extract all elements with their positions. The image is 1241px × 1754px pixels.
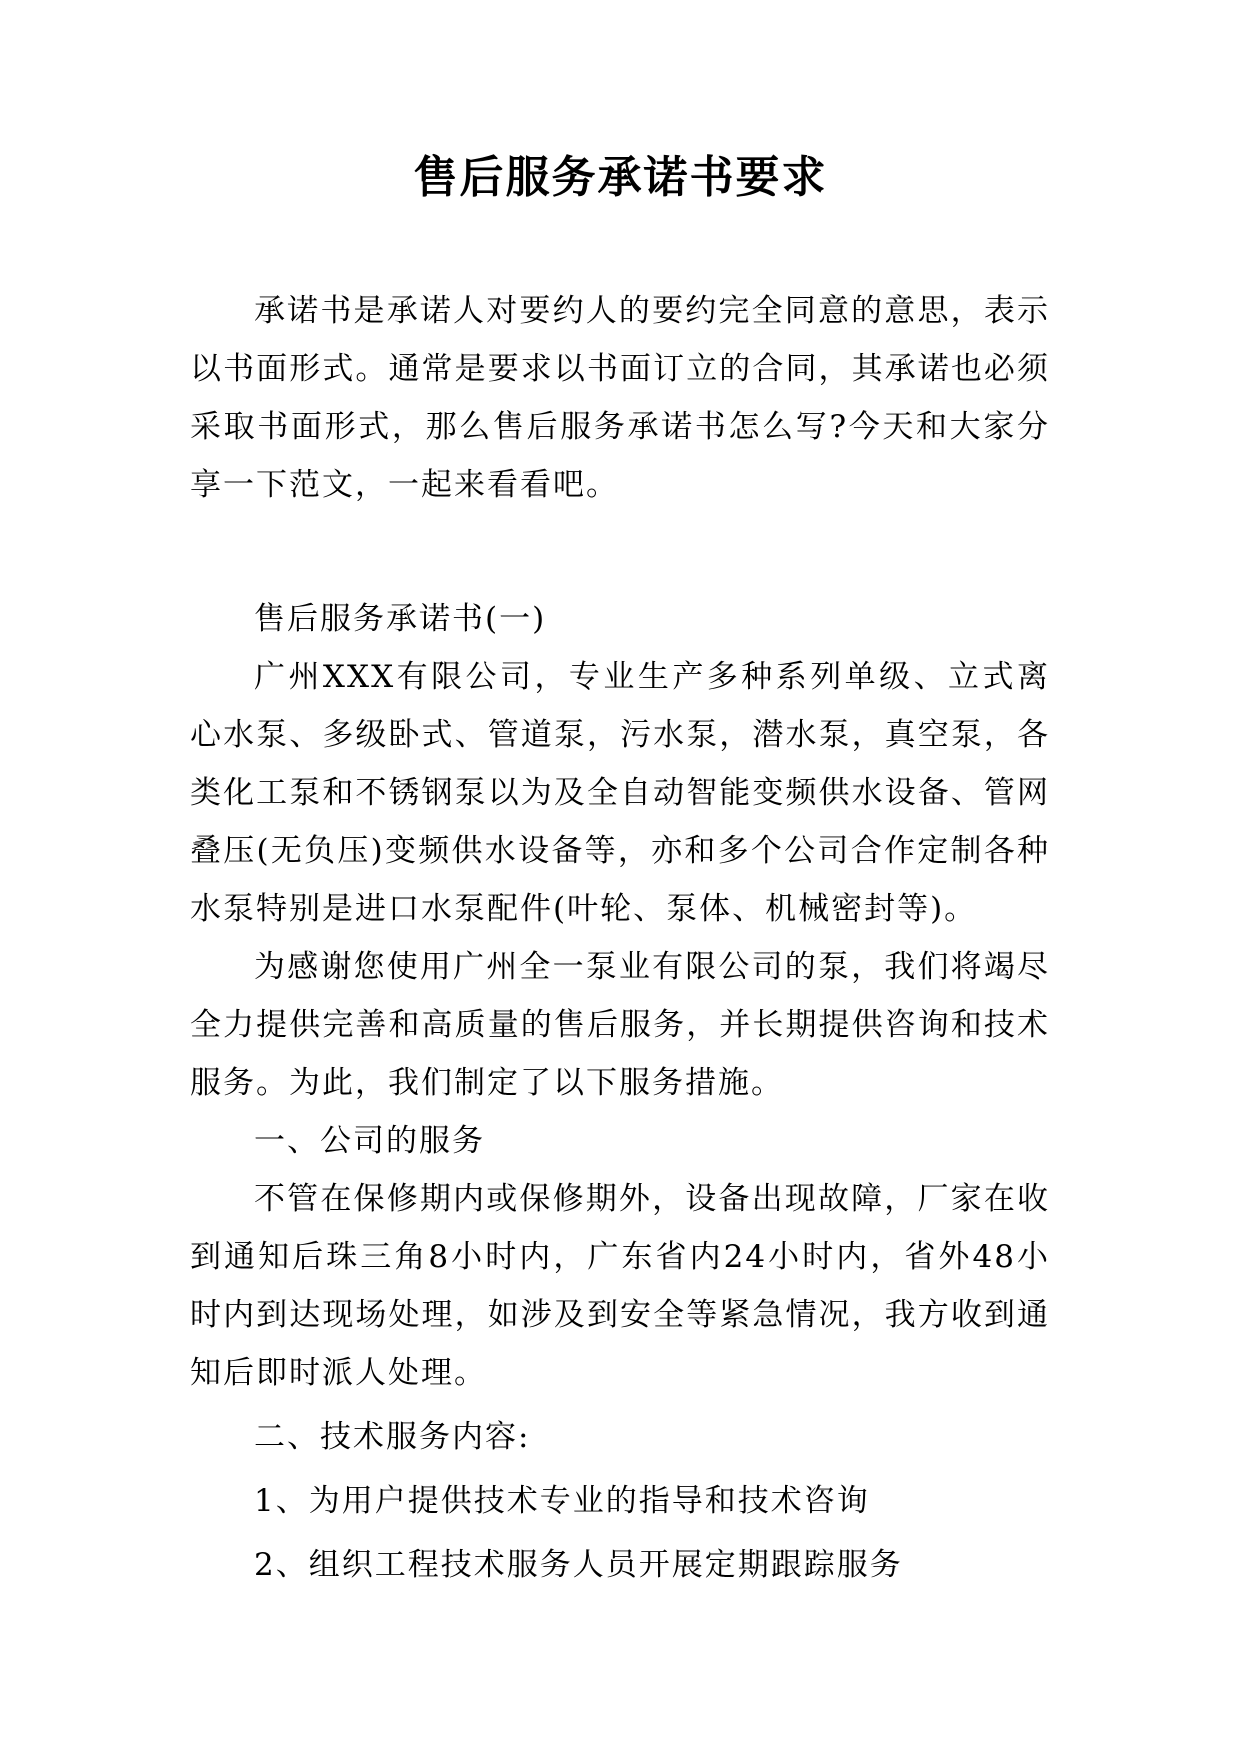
section-heading-commitment-1: 售后服务承诺书(一): [254, 601, 547, 637]
service-response-paragraph: 不管在保修期内或保修期外，设备出现故障，厂家在收到通知后珠三角8小时内，广东省内24小时内，省外48小时内到达现场处理，如涉及到安全等紧急情况，我方收到通知后即时派人处理。: [190, 1181, 1050, 1391]
company-description-paragraph: 广州XXX有限公司，专业生产多种系列单级、立式离心水泵、多级卧式、管道泵，污水泵，潜水泵，真空泵，各类化工泵和不锈钢泵以为及全自动智能变频供水设备、管网叠压(无负压)变频供水设备等，亦和多个公司合作定制各种水泵特别是进口水泵配件(叶轮、泵体、机械密封等)。: [190, 659, 1050, 927]
section-heading-company-service: 一、公司的服务: [254, 1123, 485, 1159]
thanks-paragraph: 为感谢您使用广州全一泵业有限公司的泵，我们将竭尽全力提供完善和高质量的售后服务，并长期提供咨询和技术服务。为此，我们制定了以下服务措施。: [190, 949, 1050, 1101]
intro-paragraph: 承诺书是承诺人对要约人的要约完全同意的意思，表示以书面形式。通常是要求以书面订立的合同，其承诺也必须采取书面形式，那么售后服务承诺书怎么写?今天和大家分享一下范文，一起来看看吧。: [190, 293, 1050, 503]
list-item-1: 1、为用户提供技术专业的指导和技术咨询: [254, 1483, 870, 1519]
list-item-2: 2、组织工程技术服务人员开展定期跟踪服务: [254, 1547, 903, 1583]
document-body: [190, 282, 1050, 1594]
section-heading-tech-service: 二、技术服务内容:: [254, 1419, 531, 1455]
document-title: 售后服务承诺书要求: [413, 152, 828, 203]
